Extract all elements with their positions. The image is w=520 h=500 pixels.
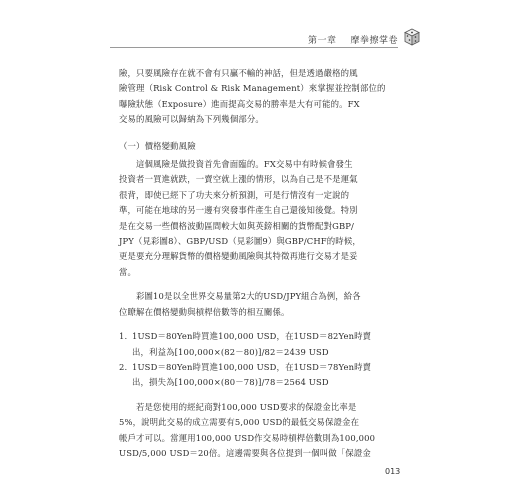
- text-line: 1USD＝80Yen時買進100,000 USD，在1USD＝78Yen時賣: [132, 361, 372, 372]
- text-line: 更是要充分理解貨幣的價格變動風險與其特徵再進行交易才是妥: [119, 251, 358, 262]
- text-line: 投資者一買進就跌，一賣空就上漲的情形，以為自己是不是運氣: [119, 174, 358, 185]
- list-number: 2.: [119, 361, 128, 372]
- list-item: [119, 360, 391, 391]
- text-line: USD/5,000 USD＝20倍。這邊需要與各位提到一個叫做「保證金: [119, 447, 371, 458]
- text-line: 曝險狀態（Exposure）進而提高交易的勝率是大有可能的。FX: [119, 98, 360, 109]
- text-line: 出，利益為[100,000×(82－80)]/82＝2439 USD: [132, 346, 329, 357]
- list-item: [119, 329, 391, 360]
- text-line: 險，只要風險存在就不會有只贏不輸的神話，但是透過嚴格的風: [119, 68, 358, 78]
- text-line: 5%，說明此交易的成立需要有5,000 USD的最低交易保證金在: [119, 417, 360, 428]
- paragraph-risk-intro: [119, 66, 391, 128]
- chapter-label: 第一章: [307, 36, 337, 46]
- text-line: 當。: [119, 266, 137, 277]
- text-line: 險管理（Risk Control & Risk Management）來掌握並控制部位的: [119, 83, 386, 94]
- dice-icon: [404, 28, 420, 46]
- text-line: 很背，即使已經下了功夫來分析預測，可是行情沒有一定說的: [119, 189, 350, 200]
- page-body: [119, 66, 391, 461]
- list-number: 1.: [119, 331, 128, 342]
- text-line: 出，損失為[100,000×(80－78)]/78＝2564 USD: [132, 377, 329, 388]
- paragraph-price-risk: [119, 157, 391, 280]
- text-line: 彩圖10是以全世界交易量第2大的USD/JPY組合為例，給各: [136, 291, 361, 302]
- paragraph-margin: [119, 400, 391, 462]
- text-line: JPY（見彩圖8）、GBP/USD（見彩圖9）與GBP/CHF的時候，: [119, 236, 361, 247]
- example-list: [119, 329, 391, 391]
- text-line: 位瞭解在價格變動與槓桿倍數等的相互關係。: [119, 306, 290, 317]
- page-number: 013: [385, 467, 401, 476]
- text-line: 若是您使用的經紀商對100,000 USD要求的保證金比率是: [136, 401, 357, 412]
- text-line: 準，可能在地球的另一邊有突發事件產生自己還後知後覺。特別: [119, 205, 358, 216]
- chapter-title: 摩拳擦掌卷: [350, 36, 398, 46]
- text-line: 1USD＝80Yen時買進100,000 USD，在1USD＝82Yen時賣: [132, 331, 372, 342]
- text-line: 這個風險是做投資首先會面臨的。FX交易中有時候會發生: [136, 159, 353, 170]
- text-line: 帳戶才可以。當運用100,000 USD作交易時槓桿倍數則為100,000: [119, 432, 376, 443]
- header-text: [308, 33, 398, 46]
- text-line: 是在交易一些價格波動區間較大如與英鎊相關的貨幣配對GBP/: [119, 220, 355, 231]
- paragraph-figure-ref: [119, 289, 391, 320]
- running-header: [0, 28, 520, 54]
- header-rule: [110, 47, 398, 48]
- text-line: 交易的風險可以歸納為下列幾個部分。: [119, 114, 264, 125]
- section-heading: （一）價格變動風險: [119, 140, 196, 151]
